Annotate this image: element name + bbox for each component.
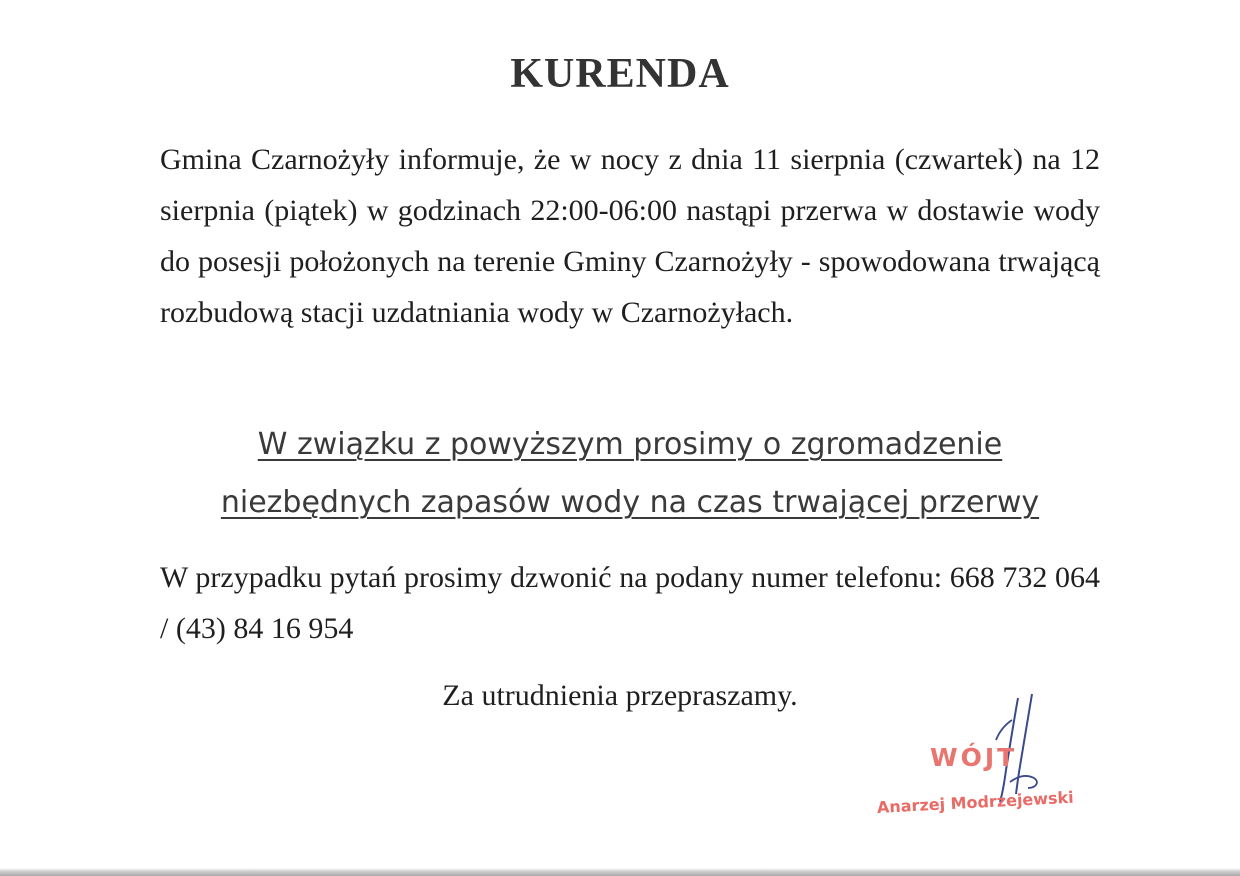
notice-line-2: niezbędnych zapasów wody na czas trwającej przerwy [220, 485, 1040, 520]
underlined-notice [160, 416, 1100, 532]
stamp-name: Anarzej Modrzejewski [876, 787, 1075, 817]
contact-paragraph: W przypadku pytań prosimy dzwonić na podany numer telefonu: 668 732 064 / (43) 84 16 954 [160, 561, 1100, 645]
announcement-paragraph: Gmina Czarnożyły informuje, że w nocy z dnia 11 sierpnia (czwartek) na 12 sierpnia (piątek) w godzinach 22:00-06:00 nastąpi przerwa w dostawie wody do posesji położonych na terenie Gminy Czarnożyły - spowodowana trwającą rozbudową stacji uzdatniania wody w Czarnożyłach. [160, 143, 1100, 329]
document-title: KURENDA [510, 51, 730, 97]
closing-line: Za utrudnienia przepraszamy. [442, 679, 798, 712]
stamp-title: WÓJT [930, 743, 1018, 772]
notice-line-1: W związku z powyższym prosimy o zgromadzenie [257, 427, 1003, 462]
scan-bottom-edge [0, 868, 1240, 876]
